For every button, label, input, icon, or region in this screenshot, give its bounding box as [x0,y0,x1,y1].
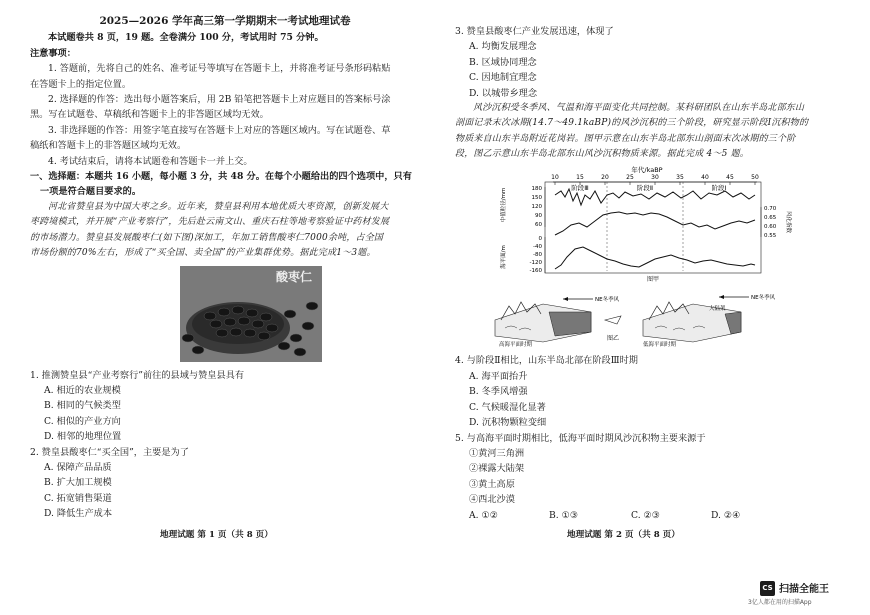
question-1-option: A. 相近的农业规模 [44,384,121,396]
question-5-item: ②裸露大陆架 [469,463,525,475]
fig-a-top-tick: 45 [726,173,734,181]
fig-a-upper-tick: 90 [535,212,542,219]
question-4-option: D. 沉积物颗粒变细 [469,417,547,429]
question-3-option: B. 区域协同理念 [469,56,537,68]
fig-a-upper-axis-label: 中值粒径/mm [501,187,507,222]
question-5-item: ③黄土高原 [469,478,515,490]
fig-a-lower-tick: -120 [529,259,542,266]
page-1-footer: 地理试题 第 1 页（共 8 页） [160,530,273,540]
question-2-option: A. 保障产品品质 [44,461,112,473]
fig-a-right-tick: 0.65 [764,214,777,221]
north-arrow-icon [605,316,621,324]
fig-a-right-axis-label: 风化指数 [785,210,791,233]
left-page [30,0,420,522]
notice-line: 4. 考试结束后，请将本试题卷和答题卡一并上交。 [48,155,253,167]
fig-b-caption: 图乙 [606,335,620,343]
figure-b-diagram [493,290,793,348]
question-5-choices [455,508,847,523]
notice-line: 1. 答题前，先将自己的姓名、准考证号等填写在答题卡上，并将准考证号条形码粘贴 [48,63,391,75]
fig-a-top-tick: 20 [601,173,609,181]
fig-a-right-tick: 0.60 [764,223,777,230]
question-5-choice: A. ①② [469,509,498,521]
fig-a-caption: 图甲 [646,275,660,283]
question-3-option: A. 均衡发展理念 [469,41,537,53]
fig-a-upper-tick: 60 [535,221,542,228]
fig-a-lower-tick: -80 [533,251,542,258]
fig-a-lower-tick: -160 [529,267,542,274]
sea-level-curve [555,247,755,269]
fig-a-top-tick: 30 [651,173,659,181]
fig-a-lower-axis-label: 海平面/m [501,244,507,269]
weathering-index-curve [555,212,755,235]
fig-b-wind-label: NE冬季风 [751,295,776,302]
fig-b-low-label: 高海平面时期 [499,342,533,349]
question-4-option: A. 海平面抬升 [469,370,528,382]
fig-b-shelf-label: 大陆架 [709,306,726,313]
question-4-stem: 4. 与阶段Ⅱ相比，山东半岛北部在阶段Ⅲ时期 [455,355,638,367]
passage-line: 段，图乙示意山东半岛北部东山风沙沉积物质来源。据此完成 4～5 题。 [455,149,749,160]
exam-title: 2025—2026 学年高三第一学期期末一考试地理试卷 [99,15,351,27]
question-1-stem: 1. 推测赞皇县“产业考察行”前往的县域与赞皇县具有 [30,369,245,381]
passage-line: 剖面记录末次冰期(14.7～49.1kaBP)的风沙沉积的三个阶段，研究显示阶段Ⅰ沉积物的 [455,118,809,129]
passage-line: 的市场潜力。赞皇县发展酸枣仁(如下图)深加工，年加工销售酸枣仁7000余吨，占全国 [30,232,384,243]
fig-a-upper-tick: 120 [531,203,542,210]
stage-label: 阶段Ⅱ [636,183,654,192]
question-5-choice: B. ①③ [549,509,579,521]
question-3-option: C. 因地制宜理念 [469,72,537,84]
question-2-option: C. 拓宽销售渠道 [44,492,112,504]
brand-tagline: 3亿人都在用的扫描App [748,599,812,606]
fig-a-top-tick: 50 [751,173,759,181]
section-heading: 一、选择题：本题共 16 小题，每小题 3 分，共 48 分。在每个小题给出的四个选项中，只有 [30,171,412,183]
question-4-option: B. 冬季风增强 [469,386,528,398]
question-5-choice: D. ②④ [711,509,741,521]
question-2-option: B. 扩大加工规模 [44,477,112,489]
fig-a-top-tick: 10 [551,173,559,181]
notice-title: 注意事项： [30,47,76,59]
fig-a-top-tick: 25 [626,173,634,181]
passage-line: 枣跨境模式，并开展“产业考察行”，先后赴云南文山、重庆石柱等地考察验证中药材发展 [30,217,390,228]
fig-a-right-tick: 0.70 [764,205,777,212]
question-1-option: B. 相同的气候类型 [44,400,121,412]
passage-line: 物质来自山东半岛附近花岗岩。图甲示意在山东半岛北部东山剖面末次冰期的三个阶 [455,133,796,144]
right-page [455,24,847,523]
page-2-footer: 地理试题 第 2 页（共 8 页） [567,530,680,540]
fig-b-high-label: 低海平面时期 [643,342,677,349]
scanner-watermark [748,579,858,607]
fig-b-wind-label: NE冬季风 [595,297,620,304]
question-2-stem: 2. 赞皇县酸枣仁“买全国”，主要是为了 [30,446,189,458]
question-2-option: D. 降低生产成本 [44,508,113,520]
fig-b-high-sea-level-block [495,302,591,342]
passage-line: 河北省赞皇县为中国大枣之乡。近年来，赞皇县利用本地优质大枣资源，创新发展大 [48,201,389,212]
fig-a-lower-tick: -40 [533,243,542,250]
fig-a-top-tick: 40 [701,173,709,181]
fig-a-upper-tick: 180 [531,185,542,192]
jujube-seed-photo [180,266,322,362]
question-5-item: ①黄河三角洲 [469,447,525,459]
fig-a-top-axis-label: 年代/kaBP [631,165,663,174]
notice-line: 3. 非选择题的作答：用签字笔直接写在答题卡上对应的答题区域内。写在试题卷、草 [48,124,391,136]
notice-line: 黑。写在试题卷、草稿纸和答题卡上的非答题区域均无效。 [30,109,269,121]
passage-line: 风沙沉积受冬季风、气温和海平面变化共同控制。某科研团队在山东半岛北部东山 [473,103,805,114]
brand-name: 扫描全能王 [779,584,829,595]
fig-a-right-tick: 0.55 [764,232,777,239]
question-4-option: C. 气候暖湿化显著 [469,401,546,413]
fig-a-upper-tick: 150 [531,194,542,201]
fig-b-low-sea-level-block [643,302,741,342]
notice-line: 稿纸和答题卡上的非答题区域均无效。 [30,140,187,152]
question-5-stem: 5. 与高海平面时期相比，低海平面时期风沙沉积物主要来源于 [455,432,706,444]
exam-info: 本试题卷共 8 页，19 题。全卷满分 100 分，考试用时 75 分钟。 [48,32,324,44]
stage-label: 阶段Ⅲ [571,183,589,192]
figure-a-chart [495,165,795,283]
fig-a-top-tick: 15 [576,173,584,181]
question-1-option: C. 相似的产业方向 [44,415,121,427]
question-1-option: D. 相邻的地理位置 [44,431,122,443]
question-3-option: D. 以城带乡理念 [469,87,538,99]
question-3-stem: 3. 赞皇县酸枣仁产业发展迅速，体现了 [455,26,614,37]
section-heading: 一项是符合题目要求的。 [40,186,142,198]
passage-line: 市场份额的70%左右，形成了“买全国、卖全国”的产业集群优势。据此完成1～3题。 [30,248,376,259]
camscanner-logo-icon: CS [760,581,775,596]
fig-a-top-tick: 35 [676,173,684,181]
photo-label: 酸枣仁 [275,269,312,284]
question-5-item: ④西北沙漠 [469,494,515,506]
notice-line: 在答题卡上的指定位置。 [30,78,132,90]
question-5-choice: C. ②③ [631,509,661,521]
fig-a-lower-tick: 0 [538,235,542,242]
stage-label: 阶段Ⅰ [711,183,727,192]
notice-line: 2. 选择题的作答：选出每小题答案后，用 2B 铅笔把答题卡上对应题目的答案标号涂 [48,94,391,106]
